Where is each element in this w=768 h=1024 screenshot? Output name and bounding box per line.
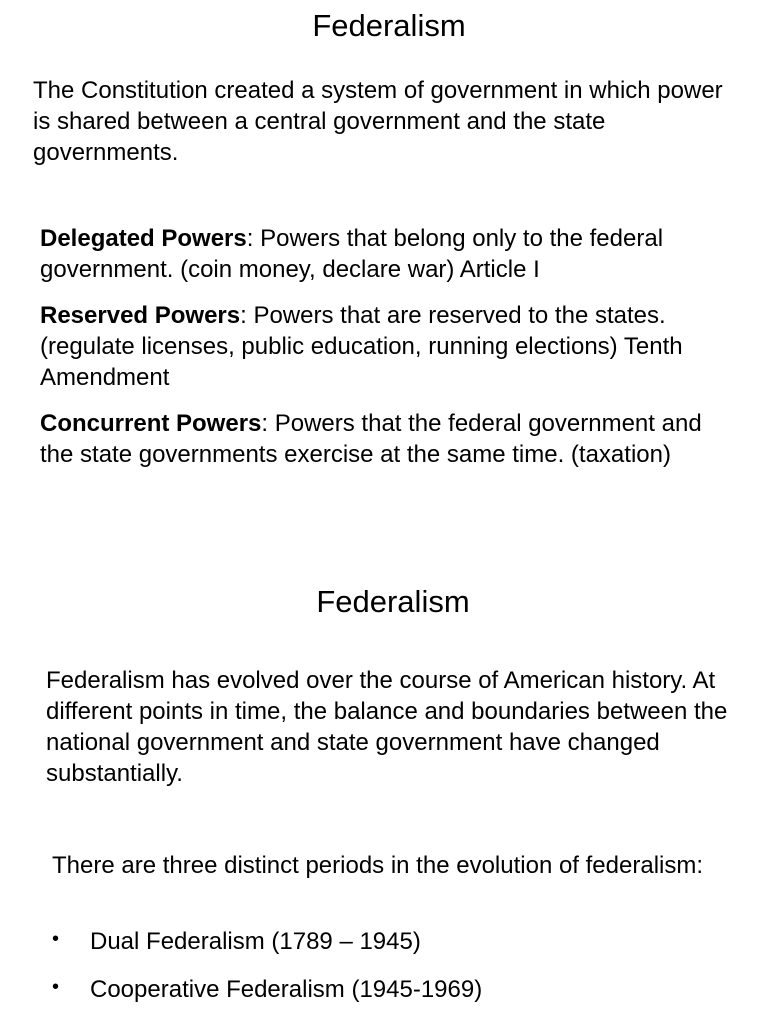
definition-text: Powers that the federal government and the state governments exercise at the same time. (taxation) <box>40 410 702 468</box>
period-label: Cooperative Federalism (1945-1969) <box>90 976 483 1003</box>
intro-paragraph: The Constitution created a system of government in which power is shared between a central government and the state governments. <box>33 77 723 166</box>
definition-reserved-powers <box>40 300 740 393</box>
slide-title: Federalism <box>316 584 470 619</box>
slide-federalism-evolution <box>0 580 768 1024</box>
definition-text: Powers that belong only to the federal government. (coin money, declare war) Article I <box>40 225 664 283</box>
slide-title: Federalism <box>312 8 466 43</box>
definition-separator: : <box>261 410 275 437</box>
bullet-icon: • <box>52 976 60 998</box>
periods-intro: There are three distinct periods in the evolution of federalism: <box>52 852 704 879</box>
period-label: Dual Federalism (1789 – 1945) <box>90 928 421 955</box>
definition-term: Reserved Powers <box>40 302 241 329</box>
definition-separator: : <box>240 302 254 329</box>
evolution-paragraph: Federalism has evolved over the course of American history. At different points in time, the balance and boundaries between the national government and state government have changed substantially. <box>46 667 728 787</box>
definition-term: Delegated Powers <box>40 225 247 252</box>
definition-concurrent-powers <box>40 408 740 470</box>
definition-delegated-powers <box>40 223 740 285</box>
bullet-icon: • <box>52 928 60 950</box>
definition-term: Concurrent Powers <box>40 410 262 437</box>
definition-separator: : <box>246 225 261 252</box>
definition-text: Powers that are reserved to the states. (regulate licenses, public education, running elections) Tenth Amendment <box>40 302 683 391</box>
